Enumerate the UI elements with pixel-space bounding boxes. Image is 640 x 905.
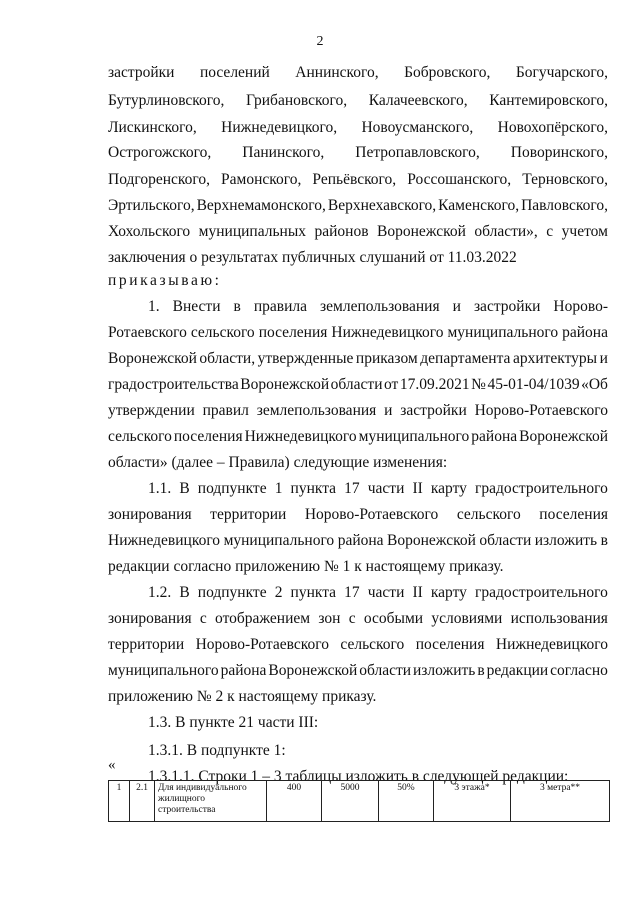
- word: Подгоренского,: [108, 171, 210, 188]
- text-line: [108, 118, 608, 138]
- word: Нижнедевицкого: [495, 636, 608, 653]
- word: территории: [210, 506, 287, 523]
- word: с: [546, 223, 554, 240]
- word: муниципальных: [198, 223, 306, 240]
- text-line: [108, 63, 608, 83]
- word: приложению № 2 к настоящему приказу.: [108, 688, 377, 705]
- word: Воронежской: [377, 223, 466, 240]
- word: Хохольского: [108, 223, 191, 240]
- word: градостроительного: [475, 584, 608, 601]
- text-line: [148, 741, 608, 761]
- word: и: [384, 402, 393, 419]
- word: землепользования: [320, 298, 440, 315]
- word: В: [179, 584, 190, 601]
- word: Норово-Ротаевского: [304, 506, 439, 523]
- word: с: [348, 610, 356, 627]
- text-line: [108, 248, 608, 268]
- text-line: [108, 531, 608, 551]
- word: градостроительства: [108, 376, 239, 393]
- text-line: [148, 713, 608, 733]
- word: учетом: [561, 223, 608, 240]
- word: Внести: [172, 298, 221, 315]
- word: 1.: [148, 298, 160, 315]
- text-line: [108, 453, 608, 473]
- word: Бутурлиновского,: [108, 92, 225, 109]
- word: изложить: [534, 532, 598, 549]
- word: утверждении: [108, 402, 195, 419]
- word: 17: [344, 584, 360, 601]
- word: 2: [274, 584, 283, 601]
- word: части: [367, 480, 405, 497]
- text-line: [108, 271, 608, 291]
- zoning-table: [108, 780, 610, 822]
- word: поселения: [258, 324, 328, 341]
- word: пункта: [290, 480, 337, 497]
- text-line: [108, 170, 608, 190]
- word: Норово-Ротаевского: [195, 636, 329, 653]
- word: Панинского,: [242, 144, 325, 161]
- table-cell: 1: [109, 781, 130, 822]
- word: Нижнедевицкого: [244, 428, 357, 445]
- word: Новоусманского,: [361, 119, 474, 136]
- word: области»,: [474, 223, 538, 240]
- word: 1.3. В пункте 21 части III:: [148, 714, 319, 731]
- word: и: [452, 298, 461, 315]
- word: муниципального: [447, 324, 559, 341]
- word: сельского: [108, 428, 172, 445]
- table-cell: 400: [267, 781, 322, 822]
- word: с: [199, 610, 207, 627]
- word: района: [220, 662, 267, 679]
- word: и: [599, 350, 608, 367]
- word: условиями: [431, 610, 503, 627]
- word: Калачеевского,: [368, 92, 468, 109]
- word: В: [179, 480, 190, 497]
- word: сельского: [340, 636, 405, 653]
- word: правила: [253, 298, 308, 315]
- word: Бобровского,: [404, 64, 491, 81]
- text-line: [148, 583, 608, 603]
- word: 1.1.: [148, 480, 172, 497]
- word: редакции: [486, 662, 549, 679]
- word: приказом: [355, 350, 418, 367]
- word: в: [233, 298, 241, 315]
- word: 45-01-04/1039: [487, 376, 580, 393]
- word: застройки: [400, 402, 467, 419]
- table-cell: 3 этажа*: [434, 781, 511, 822]
- word: Лискинского,: [108, 119, 197, 136]
- table-row: [109, 781, 610, 822]
- word: муниципального: [108, 662, 219, 679]
- word: архитектуры: [512, 350, 598, 367]
- table-cell: 5000: [322, 781, 379, 822]
- word: муниципального: [223, 532, 335, 549]
- word: заключения о результатах публичных слушаний от 11.03.2022: [108, 249, 517, 266]
- text-line: [108, 635, 608, 655]
- word: области,: [199, 350, 256, 367]
- word: Россошанского,: [407, 171, 512, 188]
- word: землепользования: [256, 402, 377, 419]
- word: районов: [314, 223, 369, 240]
- text-line: [108, 427, 608, 447]
- word: Павловского,: [521, 197, 608, 214]
- word: Норово-: [553, 298, 608, 315]
- word: Нижнедевицкого: [331, 324, 444, 341]
- opening-quote: «: [108, 757, 116, 773]
- word: Нижнедевицкого,: [221, 119, 338, 136]
- word: приказываю:: [108, 272, 222, 289]
- word: Эртильского,: [108, 197, 195, 214]
- text-line: [108, 222, 608, 242]
- word: района: [337, 532, 384, 549]
- word: зонирования: [108, 506, 192, 523]
- word: сельского: [456, 506, 521, 523]
- word: 1.3.1. В подпункте 1:: [148, 742, 286, 759]
- word: Норово-Ротаевского: [474, 402, 608, 419]
- text-line: [108, 505, 608, 525]
- word: сельского: [190, 324, 255, 341]
- word: Нижнедевицкого: [108, 532, 221, 549]
- word: согласно: [550, 662, 608, 679]
- word: карту: [430, 584, 467, 601]
- word: 17.09.2021: [399, 376, 470, 393]
- word: 1: [274, 480, 283, 497]
- word: района: [471, 428, 518, 445]
- table-cell: Для индивидуального жилищного строительства: [155, 781, 267, 822]
- word: муниципального: [358, 428, 470, 445]
- word: пункта: [290, 584, 337, 601]
- text-line: [108, 375, 608, 395]
- word: изложить: [413, 662, 476, 679]
- text-line: [108, 401, 608, 421]
- word: Грибановского,: [246, 92, 348, 109]
- word: застройки: [108, 64, 175, 81]
- word: градостроительного: [475, 480, 608, 497]
- word: «Об: [581, 376, 608, 393]
- word: в: [600, 532, 608, 549]
- word: Аннинского,: [295, 64, 379, 81]
- word: территории: [108, 636, 185, 653]
- word: подпункте: [197, 584, 267, 601]
- word: Верхнехавского,: [327, 197, 437, 214]
- word: редакции согласно приложению № 1 к настоящему приказу.: [108, 558, 504, 575]
- page-number: 2: [316, 34, 324, 49]
- word: Воронежской: [387, 532, 476, 549]
- word: отображением: [215, 610, 311, 627]
- text-line: [108, 349, 608, 369]
- word: Петропавловского,: [355, 144, 480, 161]
- word: департамента: [420, 350, 511, 367]
- text-line: [148, 297, 608, 317]
- word: Верхнемамонского,: [196, 197, 326, 214]
- word: от: [384, 376, 399, 393]
- word: Воронежской: [519, 428, 608, 445]
- word: утвержденные: [257, 350, 354, 367]
- text-line: [108, 323, 608, 343]
- word: Каменского,: [438, 197, 520, 214]
- table-cell: 50%: [379, 781, 434, 822]
- word: поселений: [199, 64, 270, 81]
- word: использования: [510, 610, 608, 627]
- word: Воронежской: [268, 662, 358, 679]
- word: Рамонского,: [221, 171, 302, 188]
- word: в: [477, 662, 485, 679]
- word: зон: [318, 610, 341, 627]
- word: Новохопёрского,: [497, 119, 608, 136]
- word: 1.3.1.1. Строки 1 – 3 таблицы изложить в следующей редакции:: [148, 768, 569, 785]
- word: особыми: [363, 610, 424, 627]
- word: карту: [430, 480, 467, 497]
- word: Кантемировского,: [489, 92, 608, 109]
- word: области: [479, 532, 532, 549]
- text-line: [108, 661, 608, 681]
- word: поселения: [415, 636, 485, 653]
- word: Воронежской: [108, 350, 197, 367]
- table-cell: 3 метра**: [511, 781, 610, 822]
- text-line: [148, 479, 608, 499]
- word: области: [330, 376, 383, 393]
- word: поселения: [173, 428, 243, 445]
- word: части: [367, 584, 405, 601]
- word: 17: [344, 480, 360, 497]
- table-cell: 2.1: [130, 781, 155, 822]
- text-line: [108, 91, 608, 111]
- word: поселения: [539, 506, 608, 523]
- word: застройки: [473, 298, 541, 315]
- word: Острогожского,: [108, 144, 212, 161]
- word: Терновского,: [522, 171, 608, 188]
- word: Богучарского,: [515, 64, 608, 81]
- word: II: [412, 584, 423, 601]
- word: зонирования: [108, 610, 192, 627]
- word: области» (далее – Правила) следующие изменения:: [108, 454, 448, 471]
- text-line: [108, 557, 608, 577]
- word: II: [412, 480, 423, 497]
- word: области: [359, 662, 412, 679]
- text-line: [108, 143, 608, 163]
- word: Ротаевского: [108, 324, 187, 341]
- text-line: [108, 196, 608, 216]
- word: Воронежской: [240, 376, 330, 393]
- word: Поворинского,: [510, 144, 608, 161]
- text-line: [108, 609, 608, 629]
- word: 1.2.: [148, 584, 172, 601]
- word: №: [471, 376, 486, 393]
- word: подпункте: [197, 480, 267, 497]
- word: правил: [202, 402, 249, 419]
- text-line: [108, 687, 608, 707]
- word: района: [562, 324, 608, 341]
- word: Репьёвского,: [312, 171, 397, 188]
